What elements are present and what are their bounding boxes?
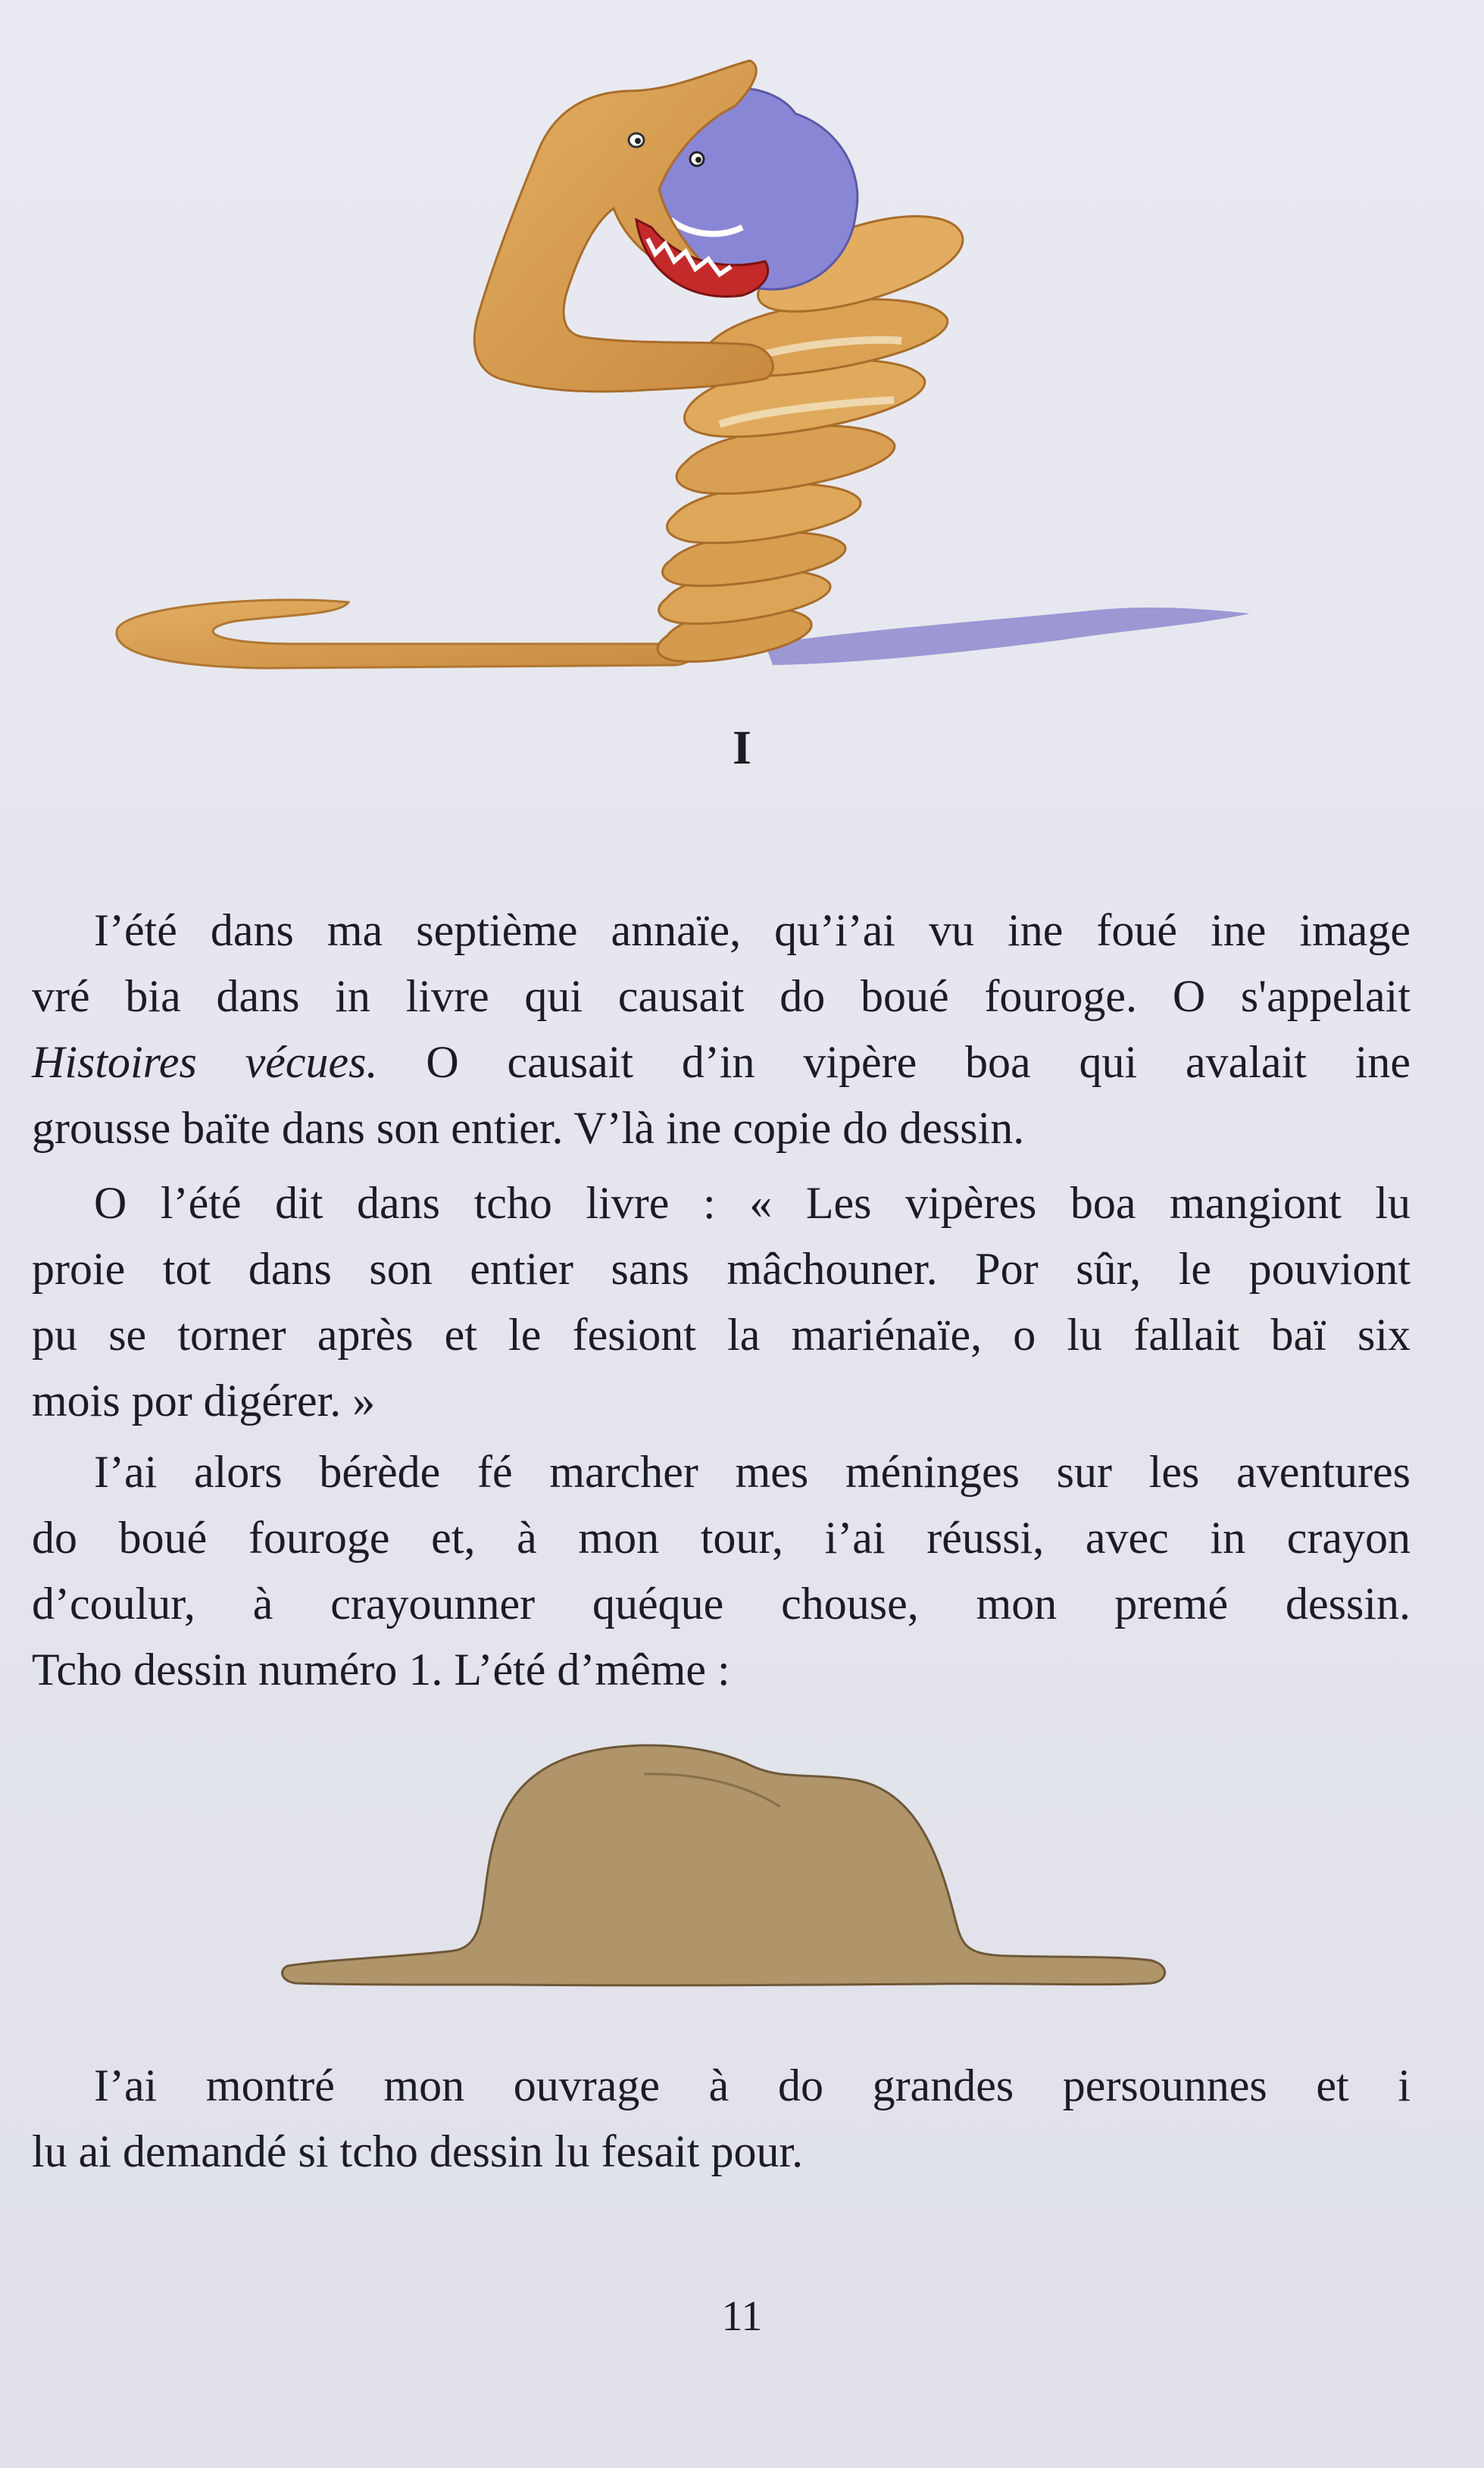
paragraph-line: I’ai montré mon ouvrage à do grandes persounnes et i xyxy=(94,2060,1411,2110)
paragraph-line: mois por digérer. » xyxy=(32,1376,376,1426)
paragraph-line xyxy=(32,1029,1411,1095)
paragraph-line: O l’été dit dans tcho livre : « Les vipères boa mangiont lu xyxy=(94,1178,1411,1228)
paragraph-line: d’coulur, à crayounner quéque chouse, mon premé dessin. xyxy=(32,1579,1411,1629)
chapter-number: I xyxy=(733,720,751,774)
page-number: 11 xyxy=(721,2293,763,2340)
paragraph-3 xyxy=(32,1439,1411,1703)
boa-constrictor-illustration xyxy=(114,45,1326,712)
paragraph-line: I’ai alors bérède fé marcher mes méninges sur les aventures xyxy=(94,1447,1411,1497)
beast-tail xyxy=(765,608,1250,665)
paragraph-line: I’été dans ma septième annaïe, qu’i’ai vu ine foué ine image xyxy=(94,905,1411,955)
boa-tail xyxy=(117,600,699,668)
paragraph-4 xyxy=(32,2053,1411,2185)
paragraph-line-text: O causait d’in vipère boa qui avalait ine xyxy=(426,1037,1411,1087)
paragraph-1 xyxy=(32,898,1411,1161)
paragraph-line: Tcho dessin numéro 1. L’été d’même : xyxy=(32,1645,730,1695)
paragraph-line: vré bia dans in livre qui causait do boué fouroge. O s'appelait xyxy=(32,971,1411,1021)
paragraph-line: grousse baïte dans son entier. V’là ine copie do dessin. xyxy=(32,1103,1025,1153)
paragraph-line: proie tot dans son entier sans mâchouner. Por sûr, le pouviont xyxy=(32,1244,1411,1294)
paragraph-2 xyxy=(32,1170,1411,1434)
paragraph-line: lu ai demandé si tcho dessin lu fesait pour. xyxy=(32,2126,804,2176)
drawing-number-one-illustration xyxy=(280,1720,1174,1992)
hat-shape xyxy=(283,1745,1165,1985)
paragraph-line: pu se torner après et le fesiont la mariénaïe, o lu fallait baï six xyxy=(32,1310,1411,1360)
paragraph-line: do boué fouroge et, à mon tour, i’ai réussi, avec in crayon xyxy=(32,1513,1411,1563)
book-title: Histoires vécues. xyxy=(32,1037,378,1087)
